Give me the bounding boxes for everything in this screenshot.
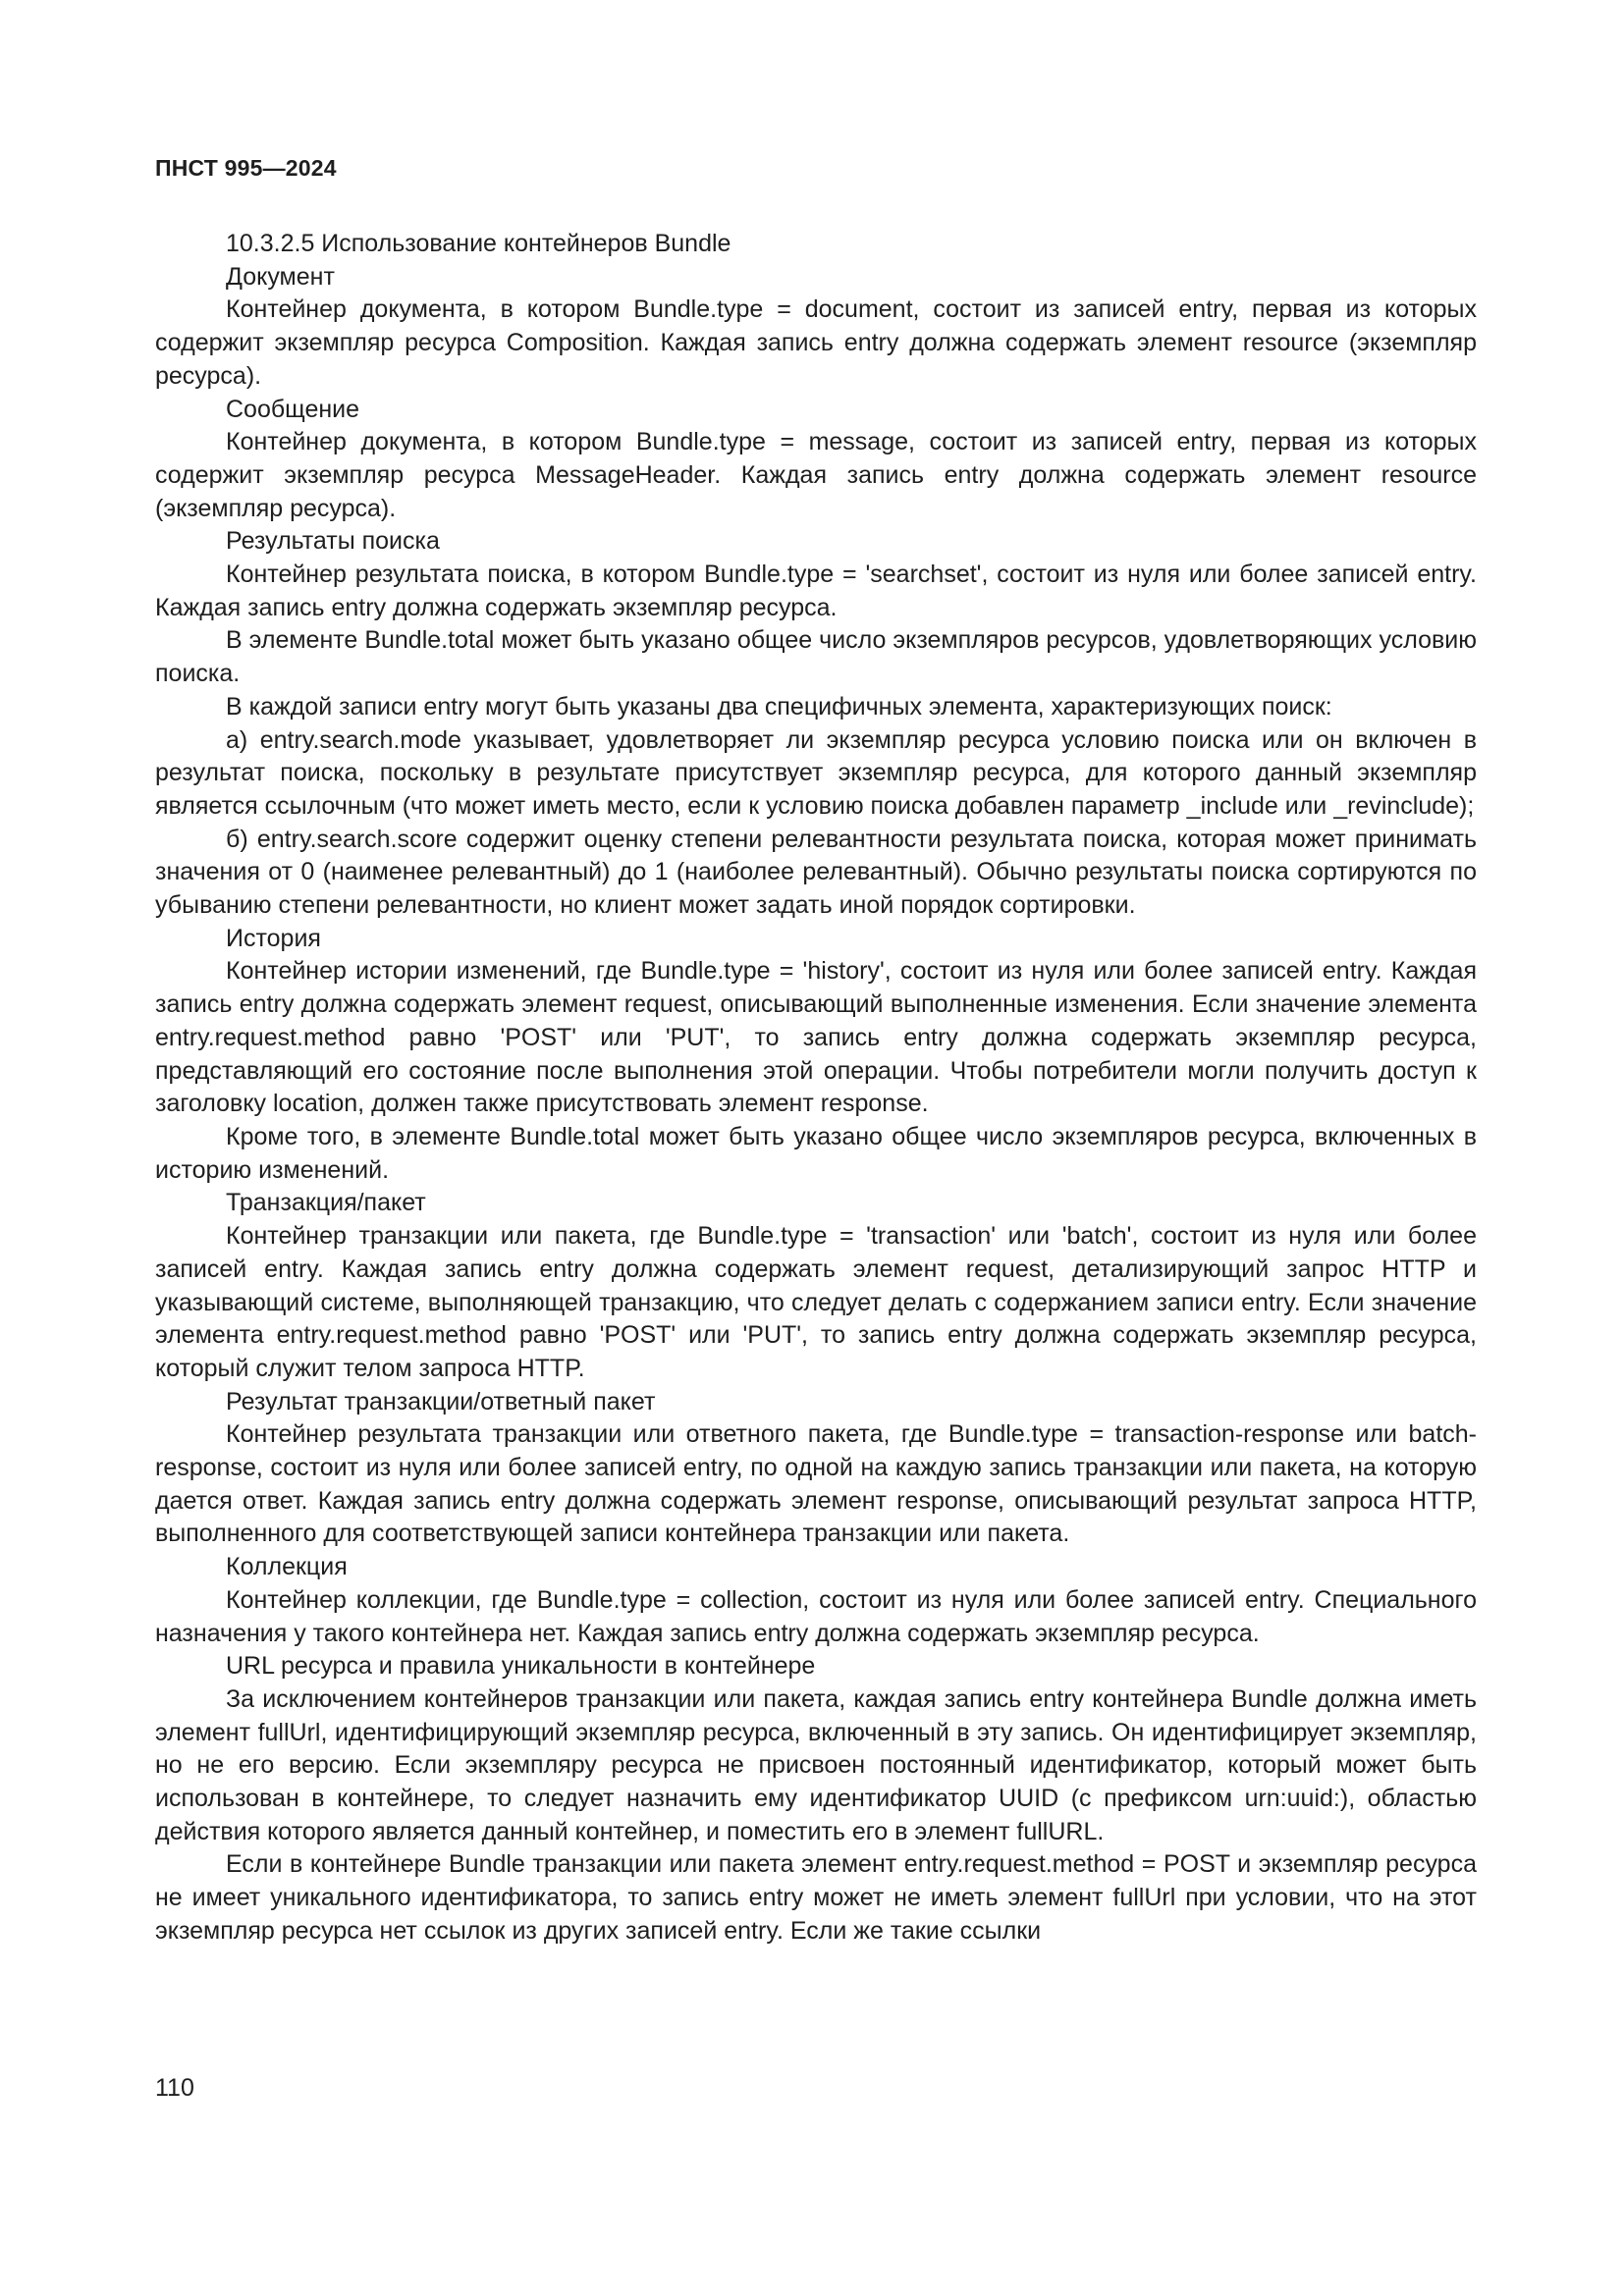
subheading-collection: Коллекция <box>226 1553 348 1581</box>
body-text <box>155 228 1477 1949</box>
running-head: ПНСТ 995—2024 <box>155 155 337 181</box>
list-item: б) entry.search.score содержит оценку степени релевантности результата поиска, которая может принимать значения от 0 (наименее релевантный) до 1 (наиболее релевантный). Обычно результаты поиска сортируются по убыванию степени релевантности, но клиент может задать иной порядок сортировки. <box>155 825 1477 920</box>
paragraph: Кроме того, в элементе Bundle.total может быть указано общее число экземпляров ресурса, включенных в историю изменений. <box>155 1122 1477 1184</box>
paragraph: За исключением контейнеров транзакции или пакета, каждая запись entry контейнера Bundle должна иметь элемент fullUrl, идентифицирующий экземпляр ресурса, включенный в эту запись. Он идентифицирует экземпляр, но не его версию. Если экземпляру ресурса не присвоен постоянный идентификатор, который может быть использован в контейнере, то следует назначить ему идентификатор UUID (с префиксом urn:uuid:), областью действия которого является данный контейнер, и поместить его в элемент fullURL. <box>155 1684 1477 1845</box>
section-heading: 10.3.2.5 Использование контейнеров Bundle <box>226 230 731 257</box>
list-item: а) entry.search.mode указывает, удовлетворяет ли экземпляр ресурса условию поиска или он включен в результат поиска, поскольку в результате присутствует экземпляр ресурса, для которого данный экземпляр является ссылочным (что может иметь место, если к условию поиска добавлен параметр _include или _revinclude); <box>155 725 1477 820</box>
paragraph: Контейнер документа, в котором Bundle.type = message, состоит из записей entry, первая из которых содержит экземпляр ресурса MessageHeader. Каждая запись entry должна содержать элемент resource (экземпляр ресурса). <box>155 428 1477 522</box>
subheading-resource-url: URL ресурса и правила уникальности в контейнере <box>226 1652 816 1681</box>
subheading-message: Сообщение <box>226 395 360 423</box>
subheading-transaction: Транзакция/пакет <box>226 1189 426 1217</box>
subheading-history: История <box>226 924 321 952</box>
page-number: 110 <box>155 2074 194 2102</box>
paragraph: Если в контейнере Bundle транзакции или пакета элемент entry.request.method = POST и экземпляр ресурса не имеет уникального идентификатора, то запись entry может не иметь элемент fullUrl при условии, что на этот экземпляр ресурса нет ссылок из других записей entry. Если же такие ссылки <box>155 1850 1477 1945</box>
subheading-document: Документ <box>226 262 335 291</box>
paragraph: Контейнер результата поиска, в котором Bundle.type = 'searchset', состоит из нуля или более записей entry. Каждая запись entry должна содержать экземпляр ресурса. <box>155 561 1477 621</box>
paragraph: Контейнер документа, в котором Bundle.type = document, состоит из записей entry, первая из которых содержит экземпляр ресурса Composition. Каждая запись entry должна содержать элемент resource (экземпляр ресурса). <box>155 295 1477 390</box>
paragraph: В каждой записи entry могут быть указаны два специфичных элемента, характеризующих поиск: <box>226 692 1332 721</box>
paragraph: Контейнер коллекции, где Bundle.type = collection, состоит из нуля или более записей entry. Специального назначения у такого контейнера нет. Каждая запись entry должна содержать экземпляр ресурса. <box>155 1585 1477 1647</box>
subheading-search-results: Результаты поиска <box>226 527 440 556</box>
subheading-transaction-response: Результат транзакции/ответный пакет <box>226 1387 656 1415</box>
paragraph: Контейнер истории изменений, где Bundle.type = 'history', состоит из нуля или более записей entry. Каждая запись entry должна содержать элемент request, описывающий выполненные изменения. Если значение элемента entry.request.method равно 'POST' или 'PUT', то запись entry должна содержать экземпляр ресурса, представляющий его состояние после выполнения этой операции. Чтобы потребители могли получить доступ к заголовку location, должен также присутствовать элемент response. <box>155 957 1477 1118</box>
paragraph: Контейнер транзакции или пакета, где Bundle.type = 'transaction' или 'batch', состоит из нуля или более записей entry. Каждая запись entry должна содержать элемент request, детализирующий запрос HTTP и указывающий системе, выполняющей транзакцию, что следует делать с содержанием записи entry. Если значение элемента entry.request.method равно 'POST' или 'PUT', то запись entry должна содержать экземпляр ресурса, который служит телом запроса HTTP. <box>155 1222 1477 1382</box>
paragraph: В элементе Bundle.total может быть указано общее число экземпляров ресурсов, удовлетворяющих условию поиска. <box>155 626 1477 688</box>
paragraph: Контейнер результата транзакции или ответного пакета, где Bundle.type = transaction-response или batch-response, состоит из нуля или более записей entry, по одной на каждую запись транзакции или пакета, на которую дается ответ. Каждая запись entry должна содержать элемент response, описывающий результат запроса HTTP, выполненного для соответствующей записи контейнера транзакции или пакета. <box>155 1420 1477 1548</box>
